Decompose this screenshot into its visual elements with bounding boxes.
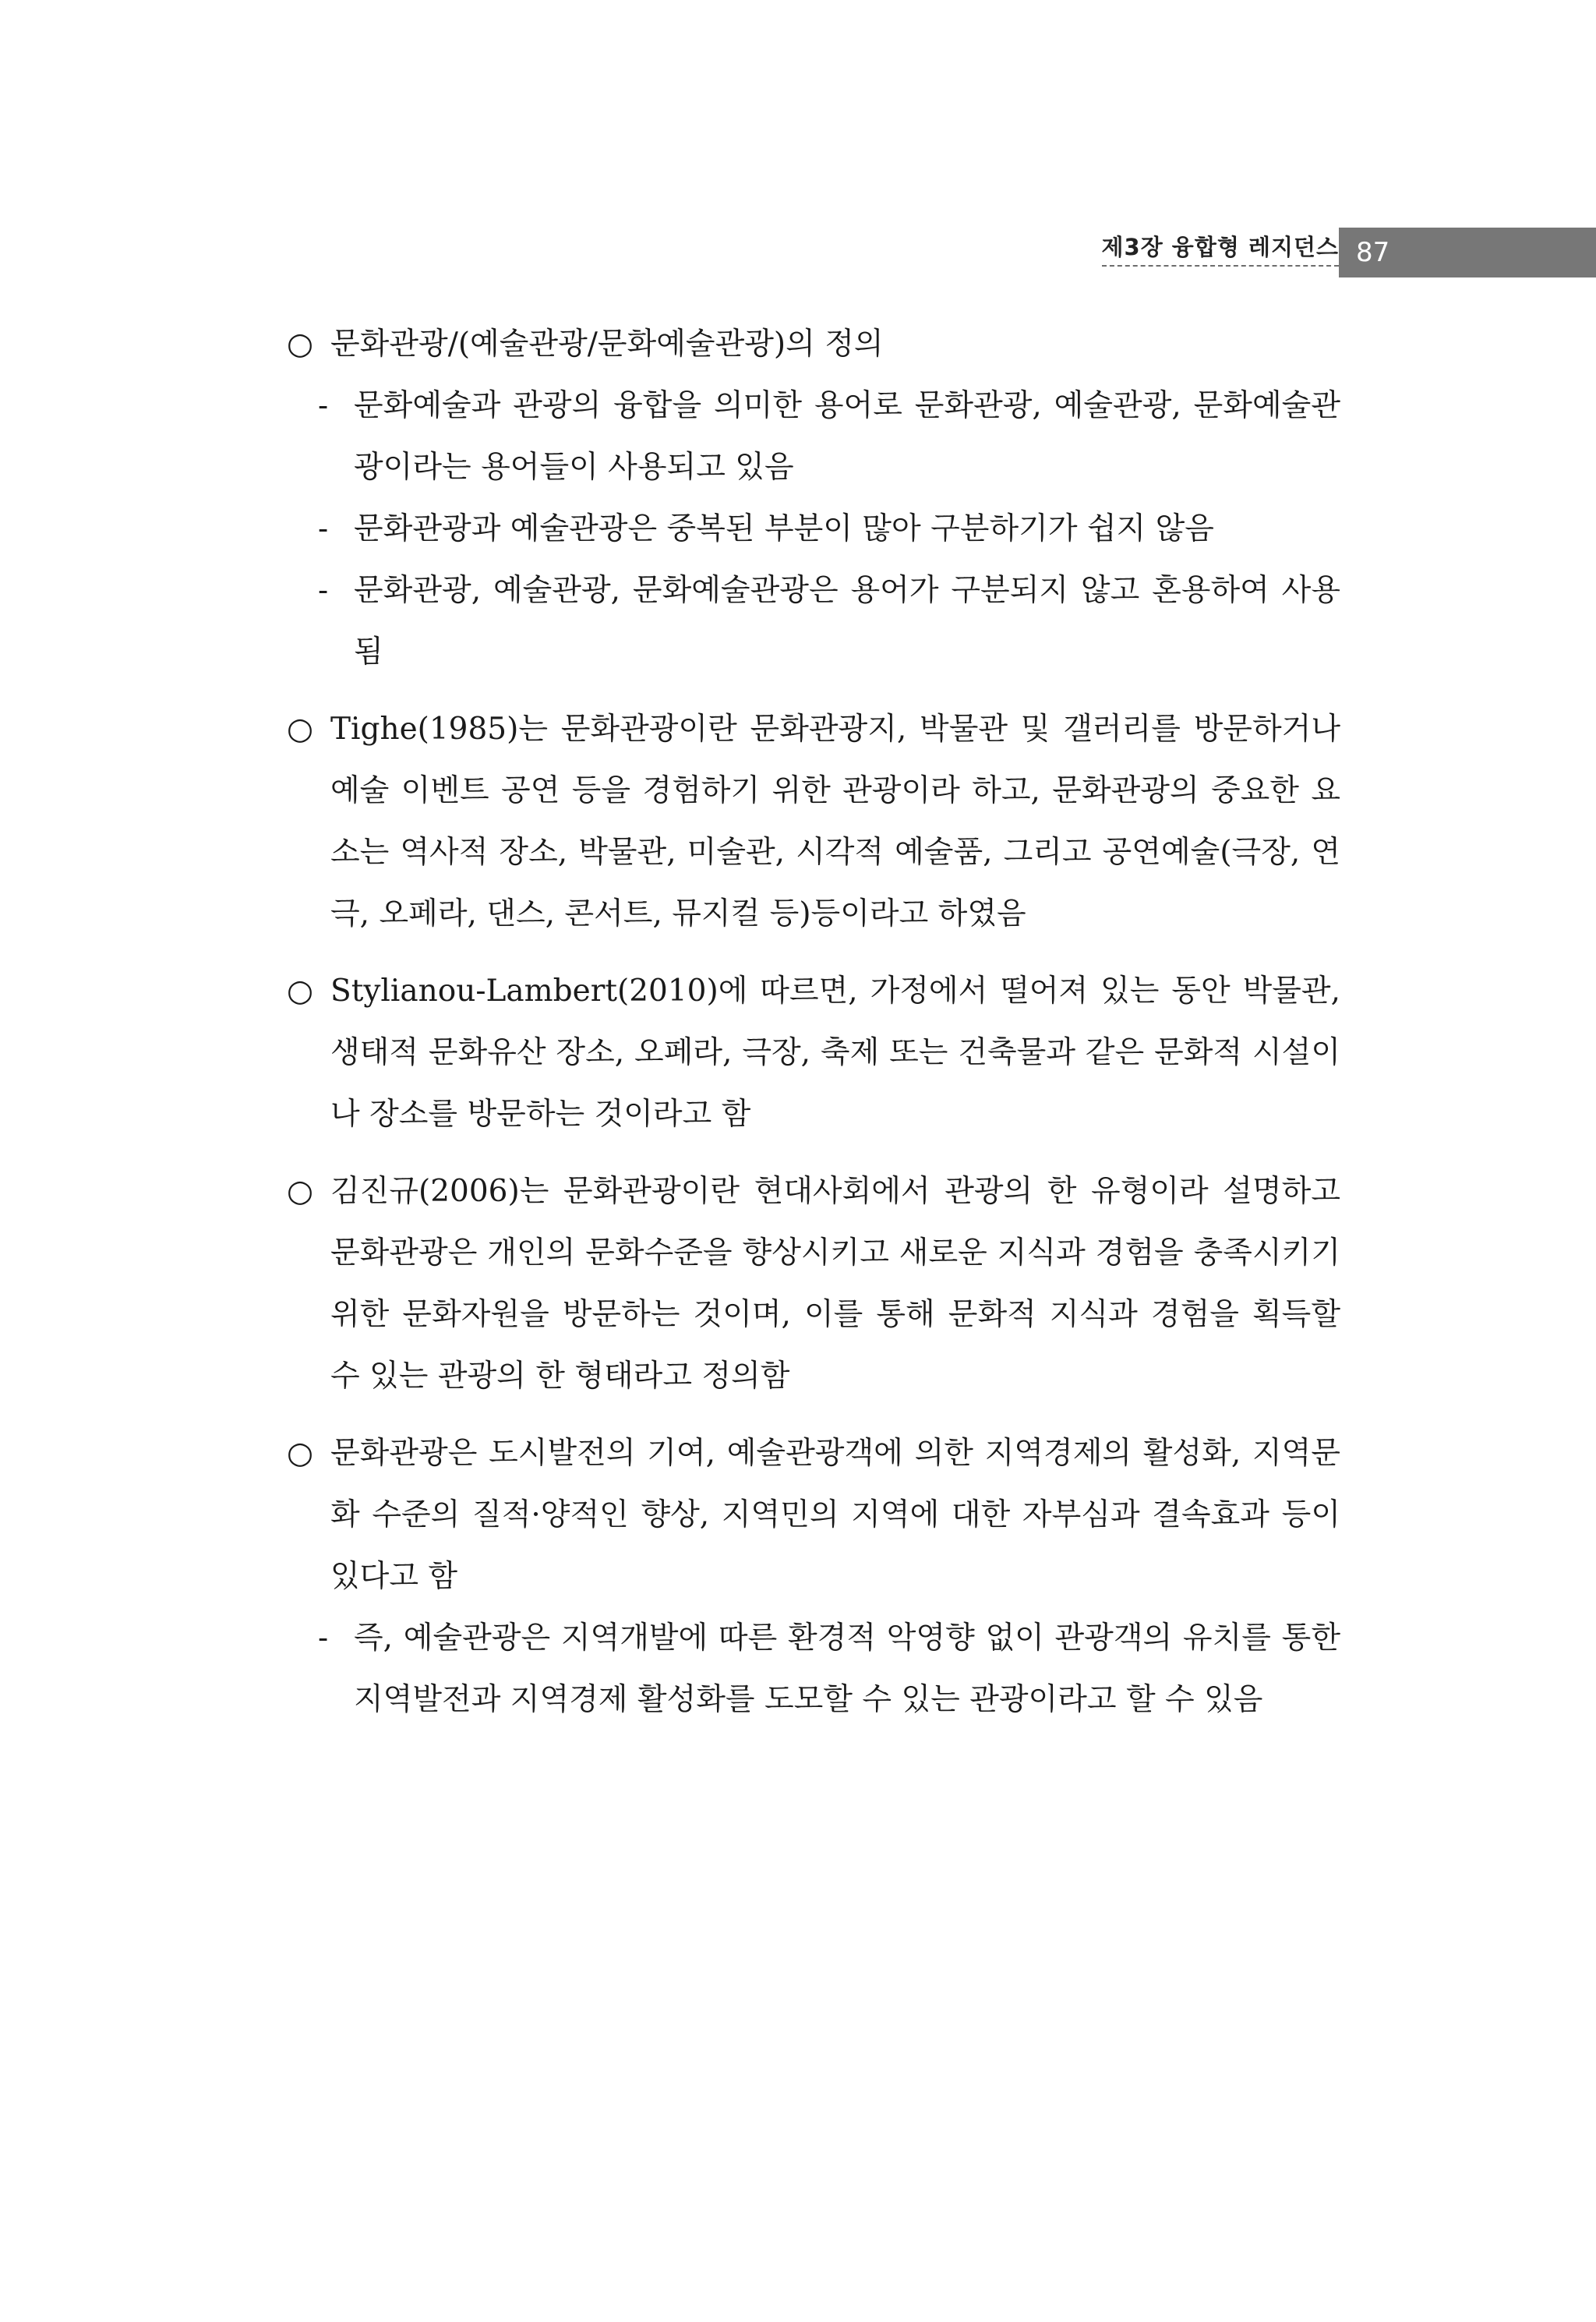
list-item bbox=[287, 498, 1340, 560]
section-text: 문화관광은 도시발전의 기여, 예술관광객에 의한 지역경제의 활성화, 지역문화 수준의 질적·양적인 향상, 지역민의 지역에 대한 자부심과 결속효과 등이 있다고 함 bbox=[330, 1436, 1340, 1594]
page-number: 87 bbox=[1356, 237, 1390, 268]
circle-bullet-icon: ○ bbox=[287, 712, 314, 747]
list-item bbox=[287, 560, 1340, 683]
dash-marker: - bbox=[318, 388, 329, 423]
section-text: Tighe(1985)는 문화관광이란 문화관광지, 박물관 및 갤러리를 방문하거나 예술 이벤트 공연 등을 경험하기 위한 관광이라 하고, 문화관광의 중요한 요소는 역사적 장소, 박물관, 미술관, 시각적 예술품, 그리고 공연예술(극장, 연극, 오페라, 댄스, 콘서트, 뮤지컬 등)등이라고 하였음 bbox=[330, 712, 1340, 931]
list-item bbox=[287, 1607, 1340, 1730]
dash-marker: - bbox=[318, 573, 329, 608]
section-tighe bbox=[287, 698, 1340, 945]
sub-list bbox=[287, 1607, 1340, 1730]
body-content bbox=[287, 313, 1340, 1730]
list-item-text: 즉, 예술관광은 지역개발에 따른 환경적 악영향 없이 관광객의 유치를 통한 지역발전과 지역경제 활성화를 도모할 수 있는 관광이라고 할 수 있음 bbox=[354, 1620, 1340, 1717]
list-item-text: 문화관광과 예술관광은 중복된 부분이 많아 구분하기가 쉽지 않음 bbox=[354, 511, 1214, 546]
section-stylianou-lambert bbox=[287, 960, 1340, 1145]
section-text: 김진규(2006)는 문화관광이란 현대사회에서 관광의 한 유형이라 설명하고 문화관광은 개인의 문화수준을 향상시키고 새로운 지식과 경험을 충족시키기 위한 문화자원을 방문하는 것이며, 이를 통해 문화적 지식과 경험을 획득할 수 있는 관광의 한 형태라고 정의함 bbox=[330, 1174, 1340, 1394]
section-text: Stylianou-Lambert(2010)에 따르면, 가정에서 떨어져 있는 동안 박물관, 생태적 문화유산 장소, 오페라, 극장, 축제 또는 건축물과 같은 문화적 시설이나 장소를 방문하는 것이라고 함 bbox=[330, 974, 1340, 1132]
list-item bbox=[287, 375, 1340, 498]
page-number-tab bbox=[1339, 228, 1596, 277]
circle-bullet-icon: ○ bbox=[287, 1436, 314, 1471]
list-item-text: 문화관광, 예술관광, 문화예술관광은 용어가 구분되지 않고 혼용하여 사용됨 bbox=[354, 573, 1340, 670]
list-item-text: 문화예술과 관광의 융합을 의미한 용어로 문화관광, 예술관광, 문화예술관광이라는 용어들이 사용되고 있음 bbox=[354, 388, 1340, 485]
dash-marker: - bbox=[318, 1620, 329, 1656]
section-definition bbox=[287, 313, 1340, 683]
section-text: 문화관광/(예술관광/문화예술관광)의 정의 bbox=[330, 327, 884, 362]
sub-list bbox=[287, 375, 1340, 683]
chapter-title: 제3장 융합형 레지던스 bbox=[1102, 228, 1340, 267]
section-effects bbox=[287, 1423, 1340, 1730]
running-head bbox=[1102, 228, 1340, 277]
circle-bullet-icon: ○ bbox=[287, 327, 314, 362]
dash-marker: - bbox=[318, 511, 329, 546]
section-kim bbox=[287, 1161, 1340, 1407]
circle-bullet-icon: ○ bbox=[287, 1174, 314, 1209]
circle-bullet-icon: ○ bbox=[287, 974, 314, 1009]
